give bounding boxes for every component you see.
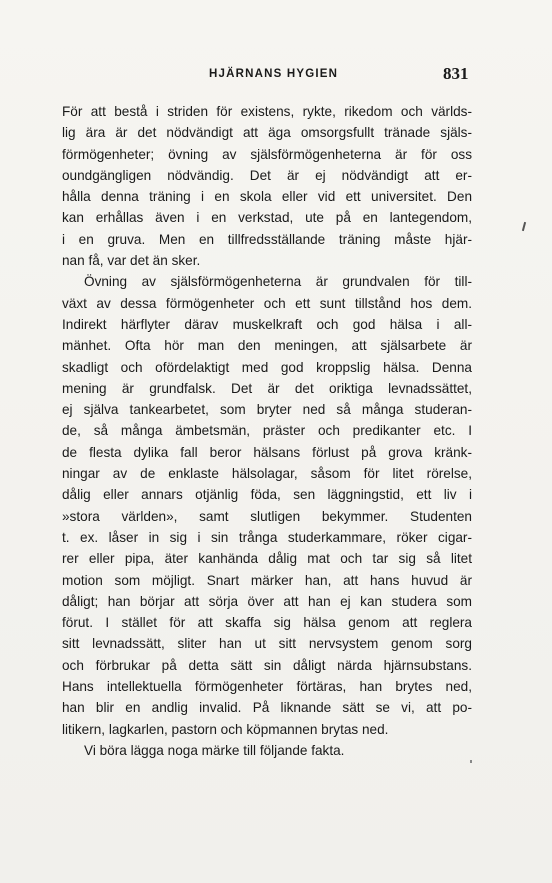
text-line: Indirekt härflyter därav muskelkraft och god hälsa i all- [62, 316, 472, 332]
text-line: För att bestå i striden för existens, rykte, rikedom och världs- [62, 104, 472, 119]
text-line: nan få, var det än sker. [62, 253, 201, 269]
text-line: sitt levnadssätt, sliter han ut sitt nervsystem genom sorg [62, 636, 472, 652]
text-line: litikern, lagkarlen, pastorn och köpmannen brytas ned. [62, 721, 389, 737]
text-line: skadligt och ofördelaktigt med god kroppslig hälsa. Denna [62, 359, 472, 375]
page-number: 831 [443, 64, 469, 83]
text-line: han blir en andlig invalid. På liknande sätt se vi, att po- [62, 700, 472, 716]
text-line: Övning av själsförmögenheterna är grundvalen för till- [84, 274, 472, 290]
text-line: kan erhållas även i en verkstad, ute på en lantegendom, [62, 210, 472, 226]
text-line: de, så många ämbetsmän, präster och predikanter etc. I [62, 423, 472, 439]
text-line: växt av dessa förmögenheter och ett sunt tillstånd hos dem. [62, 295, 472, 311]
page-header [0, 62, 552, 86]
text-line: i en gruva. Men en tillfredsställande träning måste hjär- [62, 231, 472, 247]
text-line: dålig eller annars otjänlig föda, sen läggningstid, ett liv i [62, 487, 472, 503]
text-line: de flesta dylika fall beror hälsans förlust på grova kränk- [62, 444, 472, 460]
text-line: ningar av de enklaste hälsolagar, såsom för litet rörelse, [62, 466, 472, 482]
text-line: lig ära är det nödvändigt att äga omsorgsfullt tränade själs- [62, 125, 472, 141]
text-line: förut. I stället för att skaffa sig hälsa genom att reglera [62, 615, 472, 631]
margin-mark [522, 222, 526, 231]
text-line: t. ex. låser in sig i sin trånga studerkammare, röker cigar- [62, 529, 472, 545]
text-line: Hans intellektuella förmögenheter förtäras, han brytes ned, [62, 679, 472, 695]
text-line: dåligt; han börjar att sörja över att han ej kan studera som [62, 593, 472, 609]
text-line: förmögenheter; övning av själsförmögenheterna är för oss [62, 146, 472, 162]
text-line: och förbrukar på detta sätt sin dåligt närda hjärnsubstans. [62, 657, 472, 673]
text-line: Vi böra lägga noga märke till följande fakta. [84, 742, 345, 758]
text-line: mening är grundfalsk. Det är det oriktiga levnadssättet, [62, 380, 472, 396]
text-line: rer eller pipa, äter kanhända dålig mat och tar sig så litet [62, 551, 472, 567]
margin-mark [470, 760, 472, 763]
text-line: »stora världen», samt slutligen bekymmer. Studenten [62, 508, 472, 524]
text-line: hålla denna träning i en skola eller vid ett universitet. Den [62, 189, 472, 205]
body-text [62, 101, 472, 761]
text-line: oundgängligen nödvändig. Det är ej nödvändigt att er- [62, 167, 472, 183]
text-line: ej själva tankearbetet, som bryter ned så många studeran- [62, 402, 472, 418]
text-line: motion som möjligt. Snart märker han, att hans huvud är [62, 572, 472, 588]
running-title: HJÄRNANS HYGIEN [209, 68, 339, 80]
text-line: mänhet. Ofta hör man den meningen, att själsarbete är [62, 338, 472, 354]
